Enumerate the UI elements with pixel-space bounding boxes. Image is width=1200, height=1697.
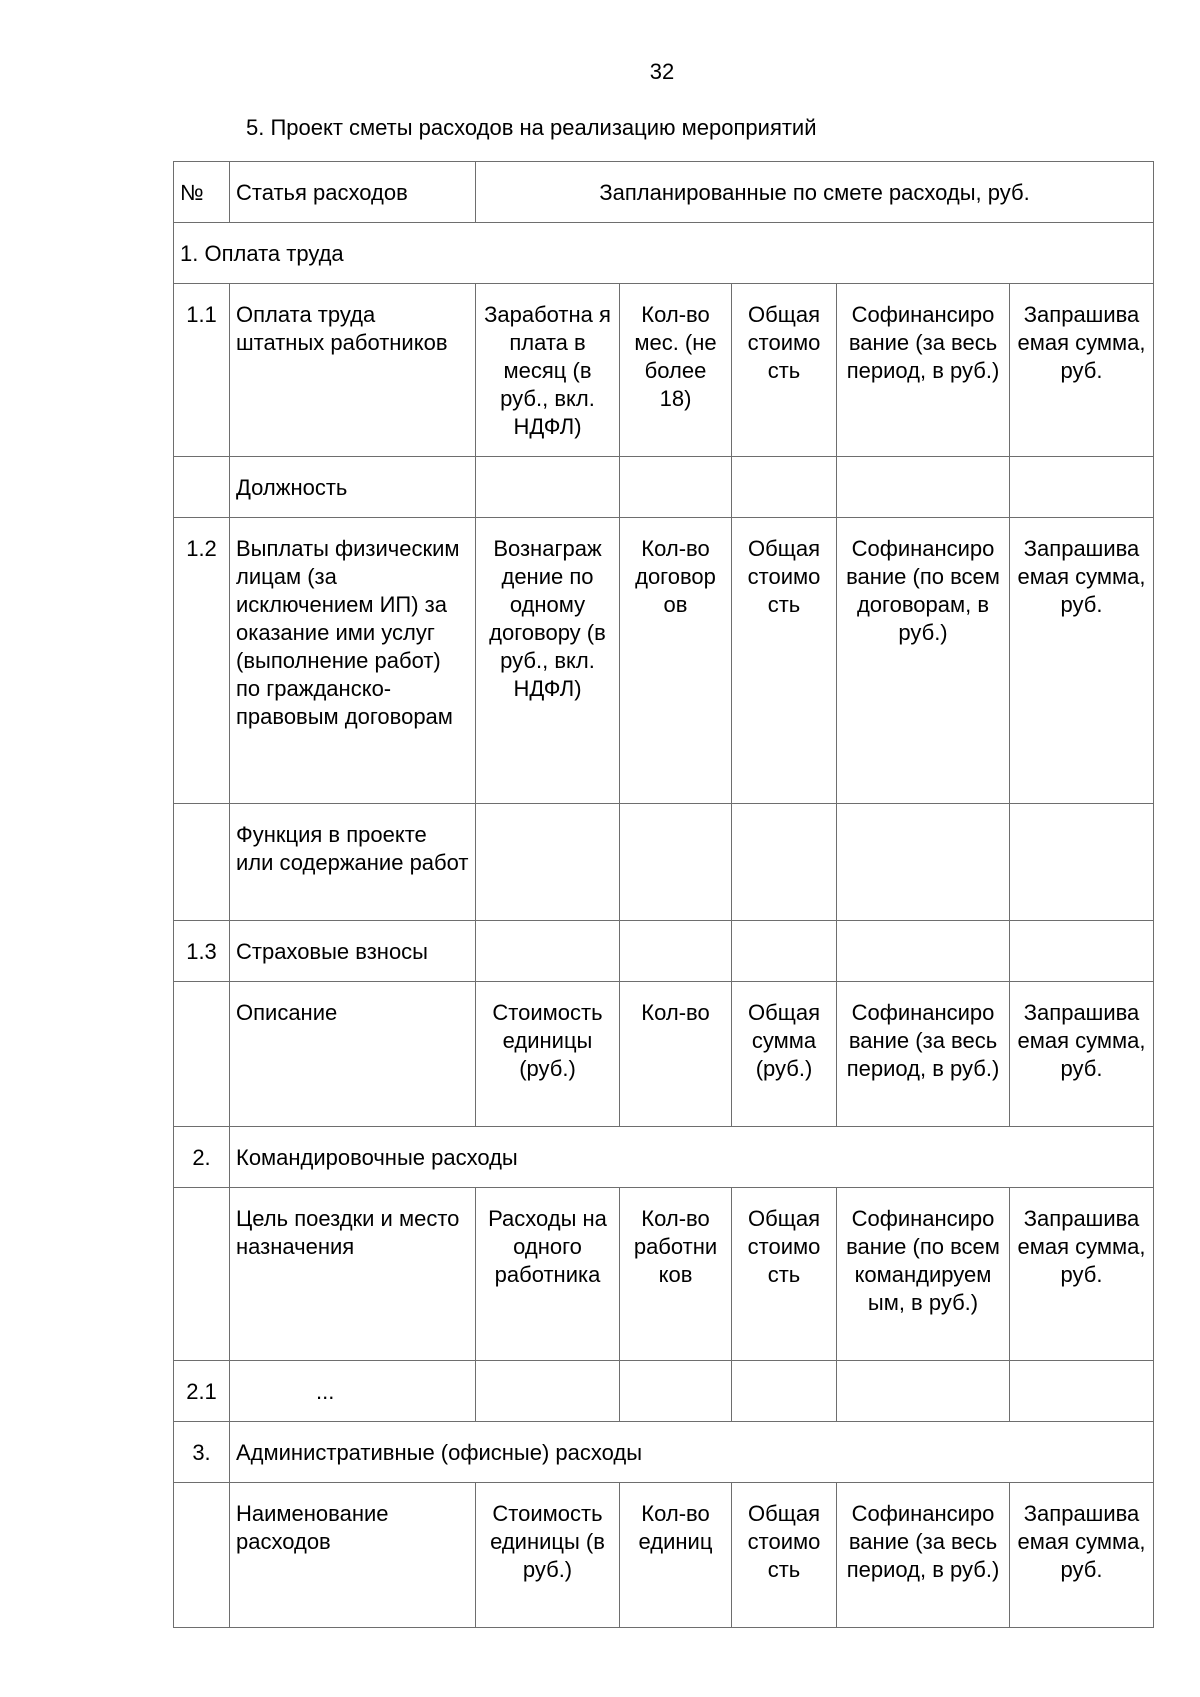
page-number: 32: [649, 59, 675, 84]
section-row: [174, 1127, 1154, 1188]
section-1-label: 1. Оплата труда: [174, 223, 1154, 284]
header-article: Статья расходов: [230, 162, 476, 223]
table-cell: [732, 921, 837, 982]
table-row: [174, 1361, 1154, 1422]
table-cell: Общая стоимо сть: [732, 1483, 837, 1628]
table-cell: [1010, 921, 1154, 982]
table-cell: Софинансиро вание (за весь период, в руб.): [837, 284, 1010, 457]
table-cell: [476, 457, 620, 518]
table-row: [174, 804, 1154, 921]
row-article-cell: [230, 1361, 476, 1422]
row-num: 1.2: [174, 518, 230, 804]
table-cell: Общая стоимо сть: [732, 284, 837, 457]
row-num: 1.1: [174, 284, 230, 457]
table-cell: [837, 804, 1010, 921]
table-cell: [476, 804, 620, 921]
table-cell: [620, 921, 732, 982]
table-cell: Заработна я плата в месяц (в руб., вкл. НДФЛ): [476, 284, 620, 457]
header-num: №: [174, 162, 230, 223]
table-cell: [174, 457, 230, 518]
table-cell: Общая сумма (руб.): [732, 982, 837, 1127]
section-2-label: Командировочные расходы: [230, 1127, 1154, 1188]
table-cell: [620, 457, 732, 518]
table-cell: [732, 457, 837, 518]
table-cell: [1010, 457, 1154, 518]
table-cell: [174, 982, 230, 1127]
row-article: Описание: [230, 982, 476, 1127]
row-article: Наименование расходов: [230, 1483, 476, 1628]
section-row: [174, 223, 1154, 284]
table-cell: Вознаграж дение по одному договору (в руб., вкл. НДФЛ): [476, 518, 620, 804]
table-cell: Кол-во единиц: [620, 1483, 732, 1628]
row-article: Функция в проекте или содержание работ: [230, 804, 476, 921]
table-cell: [476, 1361, 620, 1422]
table-header-row: [174, 162, 1154, 223]
table-cell: [620, 1361, 732, 1422]
table-row: [174, 1483, 1154, 1628]
table-row: [174, 457, 1154, 518]
table-cell: [174, 1483, 230, 1628]
table-cell: Запрашива емая сумма, руб.: [1010, 518, 1154, 804]
table-cell: Софинансиро вание (по всем договорам, в руб.): [837, 518, 1010, 804]
table-cell: Общая стоимо сть: [732, 1188, 837, 1361]
table-cell: [1010, 804, 1154, 921]
table-cell: Запрашива емая сумма, руб.: [1010, 982, 1154, 1127]
header-planned: Запланированные по смете расходы, руб.: [476, 162, 1154, 223]
table-cell: [837, 457, 1010, 518]
expense-estimate-table: [173, 161, 1154, 1628]
table-cell: Кол-во: [620, 982, 732, 1127]
table-cell: Кол-во договор ов: [620, 518, 732, 804]
row-article: Цель поездки и место назначения: [230, 1188, 476, 1361]
table-row: [174, 518, 1154, 804]
row-num: 1.3: [174, 921, 230, 982]
section-row: [174, 1422, 1154, 1483]
table-cell: [1010, 1361, 1154, 1422]
row-num: 2.1: [174, 1361, 230, 1422]
table-row: [174, 1188, 1154, 1361]
document-title: 5. Проект сметы расходов на реализацию мероприятий: [246, 115, 817, 140]
table-cell: [732, 804, 837, 921]
table-cell: [732, 1361, 837, 1422]
table-cell: Софинансиро вание (по всем командируем ым, в руб.): [837, 1188, 1010, 1361]
section-3-label: Административные (офисные) расходы: [230, 1422, 1154, 1483]
section-3-num: 3.: [174, 1422, 230, 1483]
table-row: [174, 921, 1154, 982]
table-cell: Софинансиро вание (за весь период, в руб.): [837, 982, 1010, 1127]
table-cell: Запрашива емая сумма, руб.: [1010, 1483, 1154, 1628]
table-cell: Софинансиро вание (за весь период, в руб.): [837, 1483, 1010, 1628]
table-cell: Общая стоимо сть: [732, 518, 837, 804]
ellipsis-placeholder: ...: [316, 1379, 335, 1404]
table-cell: [174, 1188, 230, 1361]
table-cell: Запрашива емая сумма, руб.: [1010, 284, 1154, 457]
table-cell: [837, 921, 1010, 982]
row-article: Страховые взносы: [230, 921, 476, 982]
table-cell: Запрашива емая сумма, руб.: [1010, 1188, 1154, 1361]
row-article: Должность: [230, 457, 476, 518]
table-cell: Кол-во мес. (не более 18): [620, 284, 732, 457]
table-cell: Стоимость единицы (руб.): [476, 982, 620, 1127]
table-cell: [174, 804, 230, 921]
section-2-num: 2.: [174, 1127, 230, 1188]
table-cell: Стоимость единицы (в руб.): [476, 1483, 620, 1628]
table-cell: [837, 1361, 1010, 1422]
row-article: Оплата труда штатных работников: [230, 284, 476, 457]
table-cell: Кол-во работни ков: [620, 1188, 732, 1361]
table-row: [174, 284, 1154, 457]
table-cell: [620, 804, 732, 921]
table-row: [174, 982, 1154, 1127]
table-cell: [476, 921, 620, 982]
table-cell: Расходы на одного работника: [476, 1188, 620, 1361]
row-article: Выплаты физическим лицам (за исключением ИП) за оказание ими услуг (выполнение работ) по гражданско-правовым договорам: [230, 518, 476, 804]
